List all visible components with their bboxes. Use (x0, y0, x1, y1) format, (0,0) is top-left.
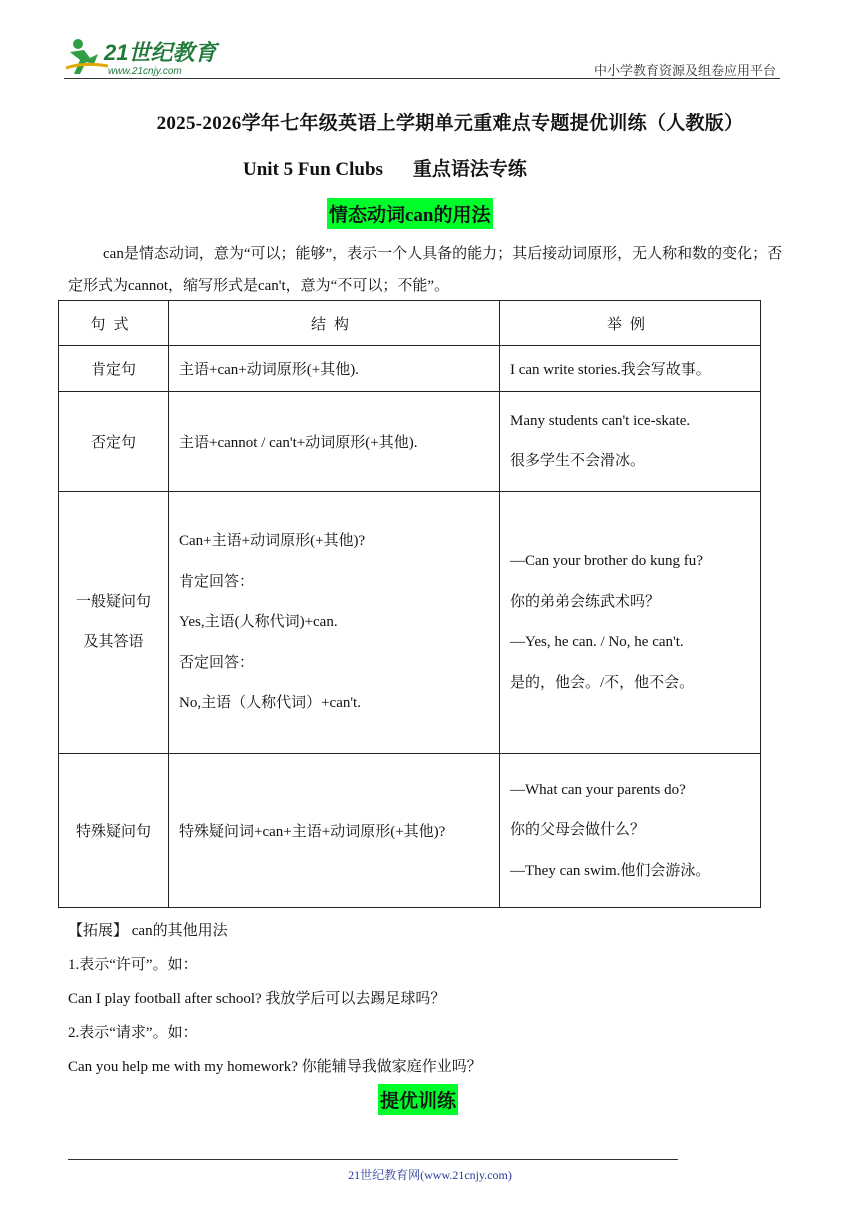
cell-text: 一般疑问句 (75, 593, 151, 610)
sentence-type-cell (59, 492, 169, 754)
grammar-table (58, 300, 761, 908)
cell-text: 你的父母会做什么？ (510, 822, 646, 838)
table-row (59, 346, 761, 392)
table-row (59, 392, 761, 492)
cell-text: Can+主语+动词原形(+其他)? (179, 533, 366, 549)
header-platform-text: 中小学教育资源及组卷应用平台 (593, 63, 776, 78)
intro-paragraph: can是情态动词，意为“可以；能够”，表示一个人具备的能力；其后接动词原形，无人称和数的变化；否定形式为cannot，缩写形式是can't，意为“不可以；不能”。 (68, 246, 783, 294)
example-cell (500, 346, 761, 392)
subtitle-topic: 重点语法专练 (412, 159, 527, 180)
cell-text: 否定句 (90, 435, 136, 451)
extension-line: 2.表示“请求”。如： (68, 1025, 198, 1041)
extension-line: Can you help me with my homework? 你能辅导我做家庭作业吗？ (68, 1059, 482, 1075)
cell-text: —They can swim.他们会游泳。 (510, 862, 711, 879)
cell-text: 特殊疑问句 (75, 824, 151, 840)
header-cell: 结构 (169, 301, 500, 346)
structure-cell (169, 346, 500, 392)
header-cell: 举例 (500, 301, 761, 346)
cell-text: 及其答语 (83, 634, 144, 651)
sentence-type-cell (59, 346, 169, 392)
table-row (59, 754, 761, 908)
extension-heading: 【拓展】 can的其他用法 (68, 923, 228, 939)
footer-divider (68, 1159, 678, 1160)
cell-text: 很多学生不会滑冰。 (510, 453, 646, 470)
cell-text: —What can your parents do? (510, 781, 686, 798)
cell-text: Many students can't ice-skate. (510, 412, 691, 429)
structure-cell (169, 754, 500, 908)
header-cell: 句式 (59, 301, 169, 346)
cell-text: —Can your brother do kung fu? (510, 553, 703, 570)
example-cell (500, 392, 761, 492)
cell-text: 主语+cannot / can't+动词原形(+其他). (179, 435, 418, 451)
sentence-type-cell (59, 754, 169, 908)
logo-text: 21世纪教育 (104, 40, 217, 65)
extension-line: 1.表示“许可”。如： (68, 957, 198, 973)
example-cell (500, 492, 761, 754)
cell-text: 是的，他会。/不，他不会。 (510, 674, 695, 691)
header-divider (64, 78, 780, 79)
page-title: 2025-2026学年七年级英语上学期单元重难点专题提优训练（人教版） (156, 113, 744, 134)
cell-text: Yes,主语(人称代词)+can. (179, 614, 338, 630)
cell-text: No,主语（人称代词）+can't. (179, 695, 361, 711)
cell-text: 主语+can+动词原形(+其他). (179, 362, 359, 378)
cell-text: 否定回答： (179, 654, 255, 671)
cell-text: 肯定句 (90, 362, 136, 378)
cell-text: 肯定回答： (179, 573, 255, 590)
example-cell (500, 754, 761, 908)
cell-text: 特殊疑问词+can+主语+动词原形(+其他)? (179, 824, 446, 840)
extension-section (68, 914, 788, 1084)
extension-line: Can I play football after school? 我放学后可以去踢足球吗？ (68, 991, 446, 1007)
unit-name: Unit 5 Fun Clubs (243, 159, 383, 180)
section-heading-practice: 提优训练 (378, 1084, 458, 1115)
footer-link[interactable]: 21世纪教育网(www.21cnjy.com) (348, 1168, 512, 1182)
cell-text: I can write stories.我会写故事。 (510, 362, 711, 378)
cell-text: —Yes, he can. / No, he can't. (510, 634, 684, 651)
cell-text: 你的弟弟会练武术吗？ (510, 593, 661, 610)
table-header-row (59, 301, 761, 346)
logo-url: www.21cnjy.com (108, 66, 182, 77)
section-heading-grammar: 情态动词can的用法 (327, 198, 493, 229)
structure-cell (169, 492, 500, 754)
table-row (59, 492, 761, 754)
page-subtitle (243, 154, 527, 181)
sentence-type-cell (59, 392, 169, 492)
site-logo (64, 34, 234, 80)
structure-cell (169, 392, 500, 492)
